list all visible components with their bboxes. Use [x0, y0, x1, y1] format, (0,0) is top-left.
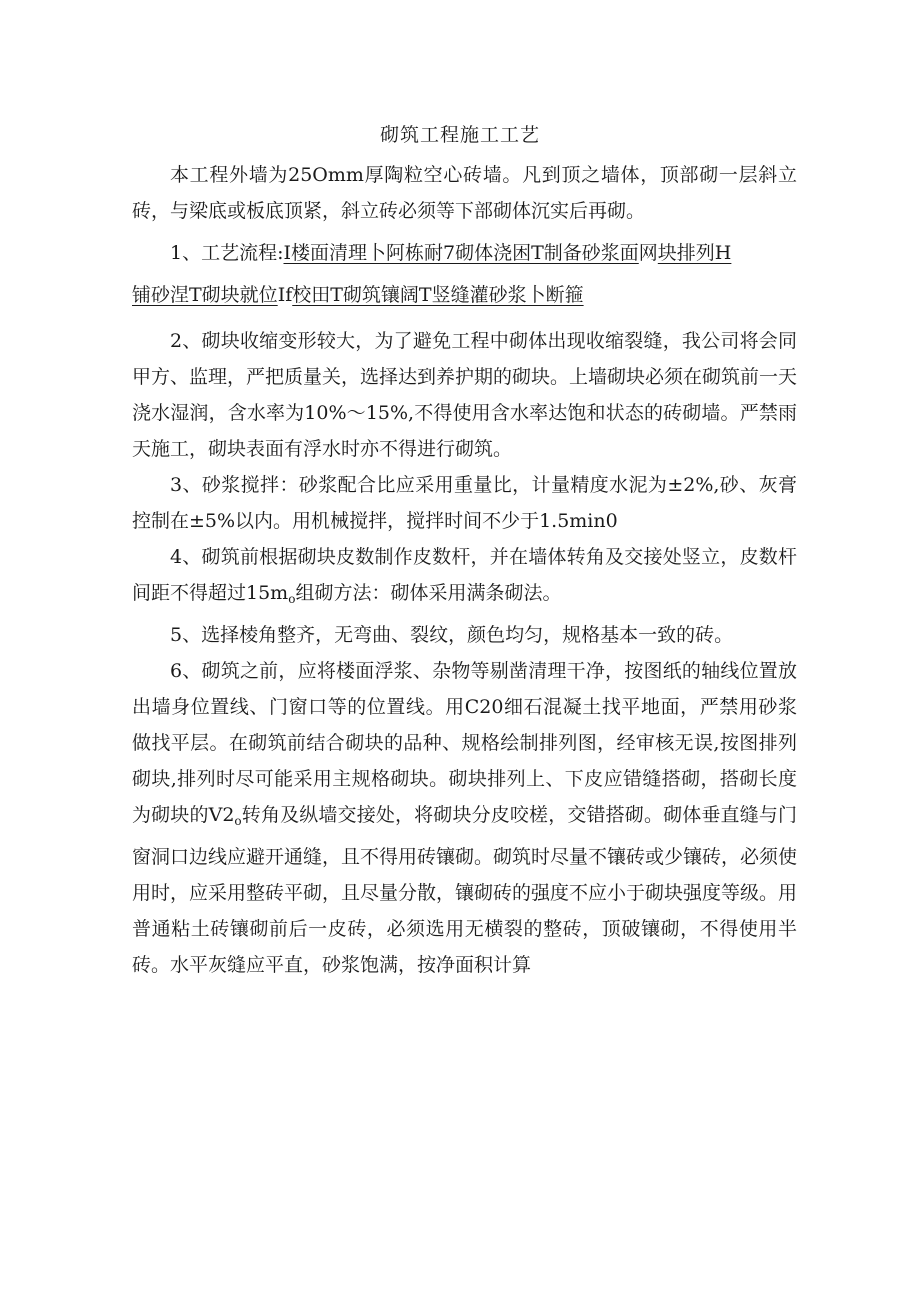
paragraph-masonry-procedure — [132, 653, 797, 983]
paragraph-process-flow — [132, 235, 797, 271]
masonry-text-b: 转角及纵墙交接处，将砌块分皮咬槎，交错搭砌。砌体垂直缝与门窗洞口边线应避开通缝，且不得用砖镶砌。砌筑时尽量不镶砖或少镶砖，必须使用时，应采用整砖平砌，且尽量分散，镶砌砖的强度不应小于砌块强度等级。用普通粘土砖镶砌前后一皮砖，必须选用无横裂的整砖，顶破镶砌，不得使用半砖。水平灰缝应平直，砂浆饱满，按净面积计算 — [132, 804, 798, 976]
paragraph-story-pole — [132, 539, 797, 617]
paragraph-mortar-mixing: 3、砂浆搅拌：砂浆配合比应采用重量比，计量精度水泥为±2%,砂、灰膏控制在±5%以内。用机械搅拌，搅拌时间不少于1.5min0 — [132, 474, 797, 532]
masonry-subscript: o — [234, 814, 242, 828]
paragraph-brick-selection: 5、选择棱角整齐，无弯曲、裂纹，颜色均匀，规格基本一致的砖。 — [170, 624, 734, 646]
paragraph-intro: 本工程外墙为25Omm厚陶粒空心砖墙。凡到顶之墙体，顶部砌一层斜立砖，与梁底或板底顶紧，斜立砖必须等下部砌体沉实后再砌。 — [132, 164, 797, 222]
story-pole-text-a: 4、砌筑前根据砌块皮数制作皮数杆，并在墙体转角及交接处竖立，皮数杆间距不得超过15m — [132, 546, 797, 604]
story-pole-text-b: 组砌方法：砌体采用满条砌法。 — [295, 582, 562, 604]
process-flow-steps-d: 校田T砌筑镶阔T竖缝灌砂浆卜断箍 — [292, 284, 584, 306]
page-title: 砌筑工程施工工艺 — [379, 124, 540, 146]
paragraph-shrinkage: 2、砌块收缩变形较大，为了避免工程中砌体出现收缩裂缝，我公司将会同甲方、监理，严把质量关，选择达到养护期的砌块。上墙砌块必须在砌筑前一天浇水湿润，含水率为10%～15%,不得使用含水率达饱和状态的砖砌墙。严禁雨天施工，砌块表面有浮水时亦不得进行砌筑。 — [132, 330, 798, 460]
process-flow-label: 1、工艺流程: — [170, 242, 284, 264]
process-flow-steps-c: 铺砂涅T砌块就位 — [132, 284, 278, 306]
document-body — [132, 157, 797, 983]
process-flow-plain-2: If — [277, 284, 293, 306]
masonry-text-a: 6、砌筑之前，应将楼面浮浆、杂物等剔凿清理干净，按图纸的轴线位置放出墙身位置线、门窗口等的位置线。用C20细石混凝土找平地面，严禁用砂浆做找平层。在砌筑前结合砌块的品种、规格绘制排列图，经审核无误,按图排列砌块,排列时尽可能采用主规格砌块。砌块排列上、下皮应错缝搭砌，搭砌长度为砌块的V2 — [132, 660, 797, 826]
process-flow-steps-b: 块排列H — [657, 242, 732, 264]
story-pole-subscript: o — [288, 592, 296, 606]
paragraph-process-flow-continued — [132, 277, 797, 313]
process-flow-steps-a: I楼面清理卜阿栋耐7砌体浇困T制备砂浆面 — [283, 242, 639, 264]
process-flow-plain: 网 — [638, 242, 658, 264]
